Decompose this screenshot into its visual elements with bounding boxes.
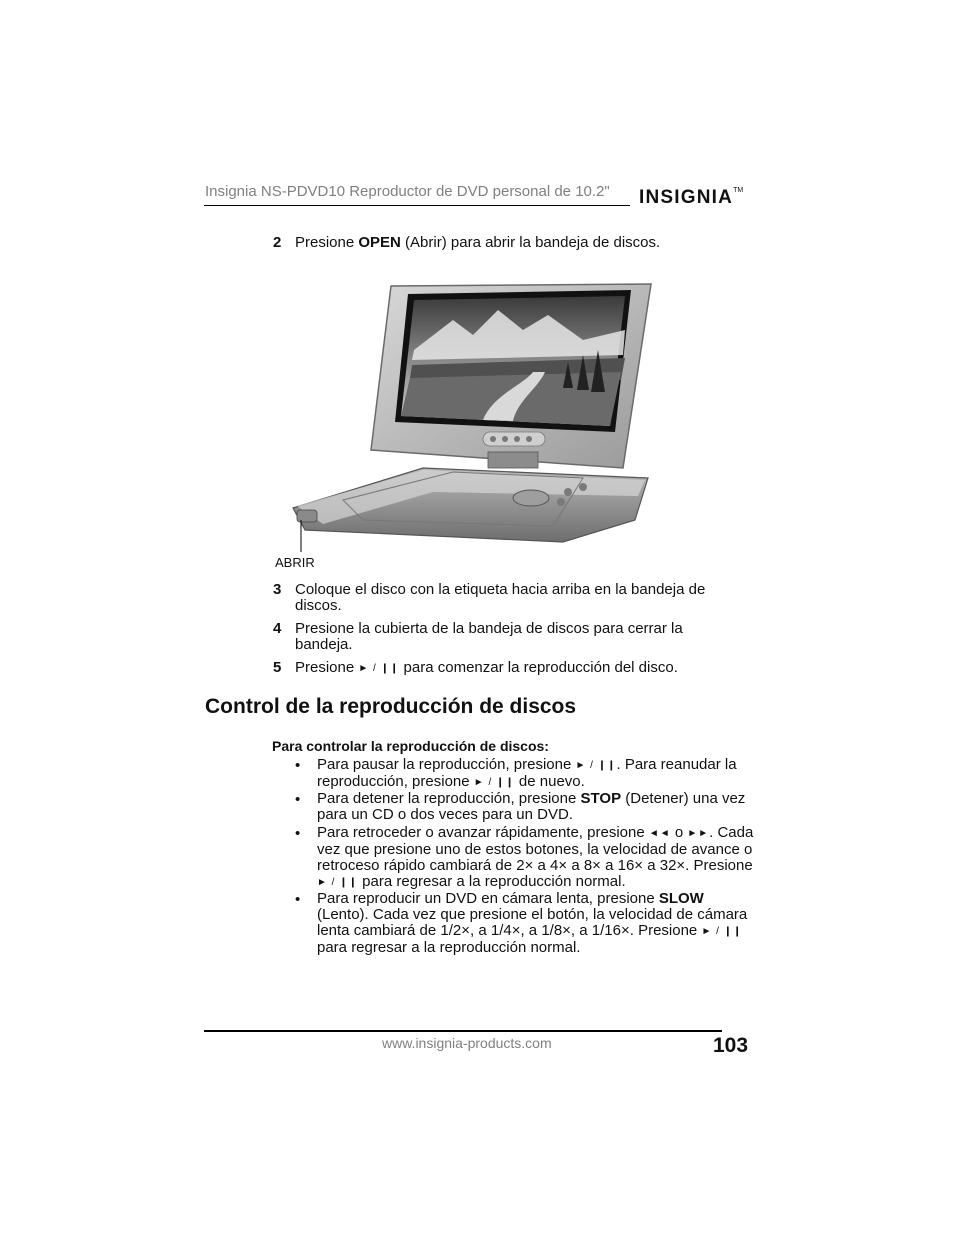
bullet-text-part: para regresar a la reproducción normal. <box>358 873 626 890</box>
bullet-text <box>317 757 757 791</box>
step-text-part: para comenzar la reproducción del disco. <box>399 659 678 676</box>
logo-trademark: TM <box>733 187 744 194</box>
open-keyword: OPEN <box>358 234 401 251</box>
footer-url: www.insignia-products.com <box>382 1035 552 1051</box>
bullet-text <box>317 891 757 956</box>
step-number: 4 <box>273 620 282 637</box>
bullet-text-part: Para retroceder o avanzar rápidamente, presione <box>317 824 649 841</box>
play-pause-icon: ► / ❙❙ <box>317 877 358 888</box>
rewind-icon: ◄◄ <box>648 828 671 839</box>
play-pause-icon: ► / ❙❙ <box>701 926 743 937</box>
step-text <box>295 660 735 677</box>
bullet-text <box>317 791 757 823</box>
bullet-marker: • <box>295 891 301 908</box>
bullet-text-part: (Detener) una vez para un CD o dos veces para un DVD. <box>317 790 746 823</box>
slow-keyword: SLOW <box>658 890 704 907</box>
bullet-text-part: Para pausar la reproducción, presione <box>317 756 576 773</box>
bullet-text-part: Para reproducir un DVD en cámara lenta, presione <box>317 890 659 907</box>
portable-dvd-player-image <box>283 280 655 552</box>
running-header-title: Insignia NS-PDVD10 Reproductor de DVD personal de 10.2" <box>205 183 610 200</box>
step-text-part: Presione <box>295 234 359 251</box>
bullet-text-part: (Lento). Cada vez que presione el botón, la velocidad de cámara lenta cambiará de 1/2×, a 1/4×, a 1/8×, a 1/16×. Presione <box>317 906 748 939</box>
fast-forward-icon: ►► <box>687 828 710 839</box>
step-text: Coloque el disco con la etiqueta hacia arriba en la bandeja de discos. <box>295 581 706 614</box>
step-number: 2 <box>273 234 282 251</box>
abrir-callout-label: ABRIR <box>275 555 315 570</box>
logo-text: INSIGNIA <box>639 187 734 208</box>
bullet-text-part: . Cada vez que presione uno de estos botones, la velocidad de avance o retroceso rápido cambiará de 2× a 4× a 8× a 16× a 32×. Presione <box>317 824 754 874</box>
bullet-marker: • <box>295 791 301 808</box>
insignia-logo <box>639 187 743 209</box>
section-title: Control de la reproducción de discos <box>205 695 577 718</box>
bullet-text <box>317 825 757 891</box>
play-pause-icon: ► / ❙❙ <box>575 760 617 771</box>
bullet-text-part: de nuevo. <box>514 773 585 790</box>
header-rule <box>204 205 630 206</box>
bullet-text-part: para regresar a la reproducción normal. <box>317 939 581 956</box>
bullet-text-part: o <box>670 824 688 841</box>
bullet-text-part: Para detener la reproducción, presione <box>317 790 581 807</box>
play-pause-icon: ► / ❙❙ <box>358 663 400 674</box>
procedure-subhead: Para controlar la reproducción de discos: <box>272 738 549 754</box>
bullet-marker: • <box>295 757 301 774</box>
step-text <box>295 235 735 251</box>
footer-rule <box>204 1030 722 1032</box>
step-text: Presione la cubierta de la bandeja de discos para cerrar la bandeja. <box>295 620 683 653</box>
step-text-part: Presione <box>295 659 359 676</box>
bullet-marker: • <box>295 825 301 842</box>
play-pause-icon: ► / ❙❙ <box>473 777 515 788</box>
bullet-text-part: . Para reanudar la reproducción, presione <box>317 756 737 790</box>
step-number: 5 <box>273 659 282 676</box>
stop-keyword: STOP <box>580 790 622 807</box>
step-number: 3 <box>273 581 282 598</box>
page-number: 103 <box>713 1034 749 1057</box>
step-text-part: (Abrir) para abrir la bandeja de discos. <box>400 234 661 251</box>
